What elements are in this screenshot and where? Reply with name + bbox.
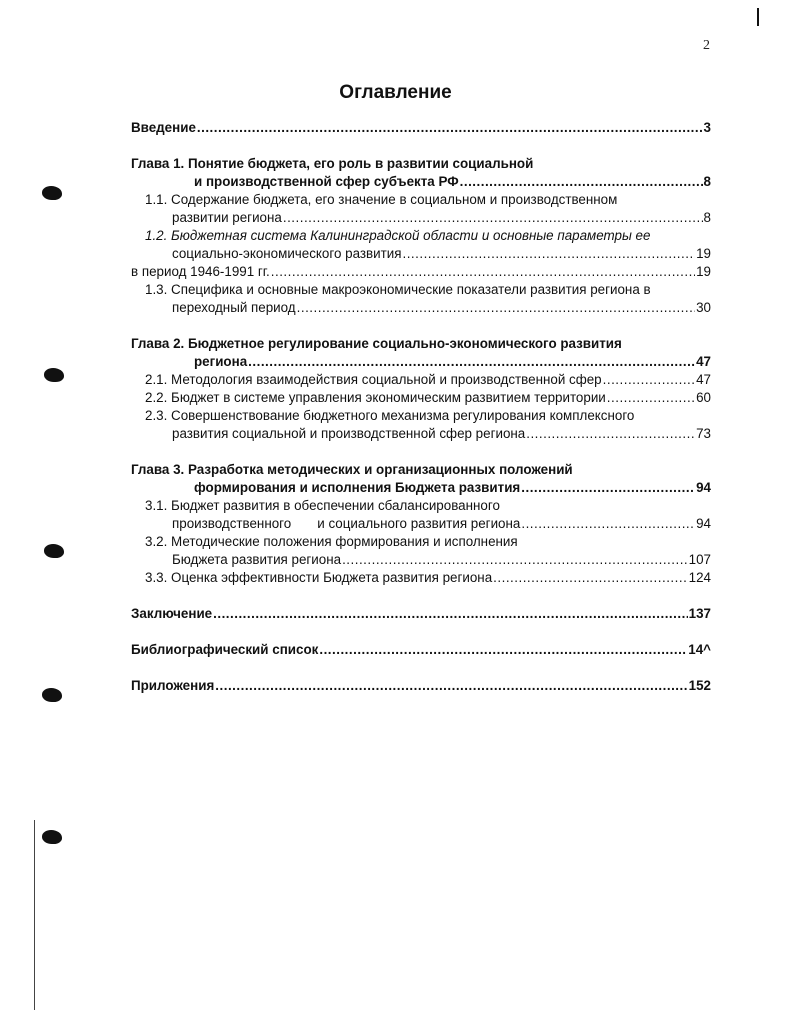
toc-entry-section-2-3 xyxy=(131,425,711,442)
toc-label: региона xyxy=(194,354,248,369)
toc-page: 73 xyxy=(696,426,711,441)
binder-hole-5 xyxy=(42,830,62,844)
toc-label: 2.2. Бюджет в системе управления экономическим развитием территории xyxy=(145,390,606,405)
toc-label: в период 1946-1991 гг. xyxy=(131,264,270,279)
section-2-3-title: 2.3. Совершенствование бюджетного механизма регулирования комплексного xyxy=(145,408,635,423)
binder-hole-1 xyxy=(42,186,62,200)
toc-entry-section-3-3 xyxy=(131,569,711,586)
toc-entry-conclusion xyxy=(131,605,711,622)
toc-entry-chapter-2 xyxy=(131,353,711,370)
toc-entry-section-1-3 xyxy=(131,299,711,316)
section-1-1-title: 1.1. Содержание бюджета, его значение в социальном и производственном xyxy=(145,192,618,207)
toc-entry-section-1-1 xyxy=(131,209,711,226)
toc-page: 14^ xyxy=(688,642,711,657)
chapter-1-title: Глава 1. Понятие бюджета, его роль в развитии социальной xyxy=(131,156,534,171)
toc-page: 107 xyxy=(688,552,711,567)
toc-label: Библиографический список xyxy=(131,642,319,657)
toc-label: 3.3. Оценка эффективности Бюджета развития региона xyxy=(145,570,493,585)
section-3-2-title: 3.2. Методические положения формирования и исполнения xyxy=(145,534,518,549)
toc-label: развития социальной и производственной сфер региона xyxy=(172,426,526,441)
page-number: 2 xyxy=(703,38,710,53)
binder-hole-2 xyxy=(44,368,64,382)
toc-page: 137 xyxy=(688,606,711,621)
toc-label: и производственной сфер субъекта РФ xyxy=(194,174,459,189)
table-of-contents xyxy=(131,118,711,694)
toc-entry-chapter-1 xyxy=(131,173,711,190)
chapter-3-title: Глава 3. Разработка методических и организационных положений xyxy=(131,462,573,477)
toc-page: 3 xyxy=(703,120,711,135)
toc-label: формирования и исполнения Бюджета развития xyxy=(194,480,521,495)
toc-page: 8 xyxy=(703,174,711,189)
binder-hole-3 xyxy=(44,544,64,558)
toc-page: 8 xyxy=(703,210,711,225)
toc-page: 30 xyxy=(696,300,711,315)
toc-label: социально-экономического развития xyxy=(172,246,402,261)
toc-page: 60 xyxy=(696,390,711,405)
binder-hole-4 xyxy=(42,688,62,702)
toc-page: 19 xyxy=(696,246,711,261)
toc-page: 152 xyxy=(688,678,711,693)
section-1-3-title: 1.3. Специфика и основные макроэкономические показатели развития региона в xyxy=(145,282,651,297)
toc-entry-section-1-2-period xyxy=(131,263,711,280)
toc-entry-section-1-2 xyxy=(131,245,711,262)
toc-label: переходный период xyxy=(172,300,296,315)
toc-page: 94 xyxy=(696,480,711,495)
toc-label: Бюджета развития региона xyxy=(172,552,342,567)
scan-edge-line xyxy=(34,820,35,1010)
toc-label: развитии региона xyxy=(172,210,282,225)
toc-page: 94 xyxy=(696,516,711,531)
toc-page: 47 xyxy=(696,372,711,387)
toc-label: Введение xyxy=(131,120,196,135)
toc-label: производственного и социального развития региона xyxy=(172,516,521,531)
toc-page: 47 xyxy=(696,354,711,369)
toc-entry-section-2-1 xyxy=(131,371,711,388)
toc-page: 19 xyxy=(696,264,711,279)
toc-label: Приложения xyxy=(131,678,215,693)
toc-page: 124 xyxy=(688,570,711,585)
toc-entry-section-3-1 xyxy=(131,515,711,532)
section-1-2-title: 1.2. Бюджетная система Калининградской области и основные параметры ее xyxy=(145,228,651,243)
toc-entry-chapter-3 xyxy=(131,479,711,496)
chapter-2-title: Глава 2. Бюджетное регулирование социально-экономического развития xyxy=(131,336,622,351)
scan-edge-mark xyxy=(757,8,759,26)
toc-entry-section-3-2 xyxy=(131,551,711,568)
toc-label: Заключение xyxy=(131,606,213,621)
toc-label: 2.1. Методология взаимодействия социальной и производственной сфер xyxy=(145,372,602,387)
toc-entry-section-2-2 xyxy=(131,389,711,406)
toc-entry-appendix xyxy=(131,677,711,694)
toc-title: Оглавление xyxy=(339,82,452,103)
toc-entry-bibliography xyxy=(131,641,711,658)
toc-entry-intro xyxy=(131,119,711,136)
section-3-1-title: 3.1. Бюджет развития в обеспечении сбалансированного xyxy=(145,498,500,513)
